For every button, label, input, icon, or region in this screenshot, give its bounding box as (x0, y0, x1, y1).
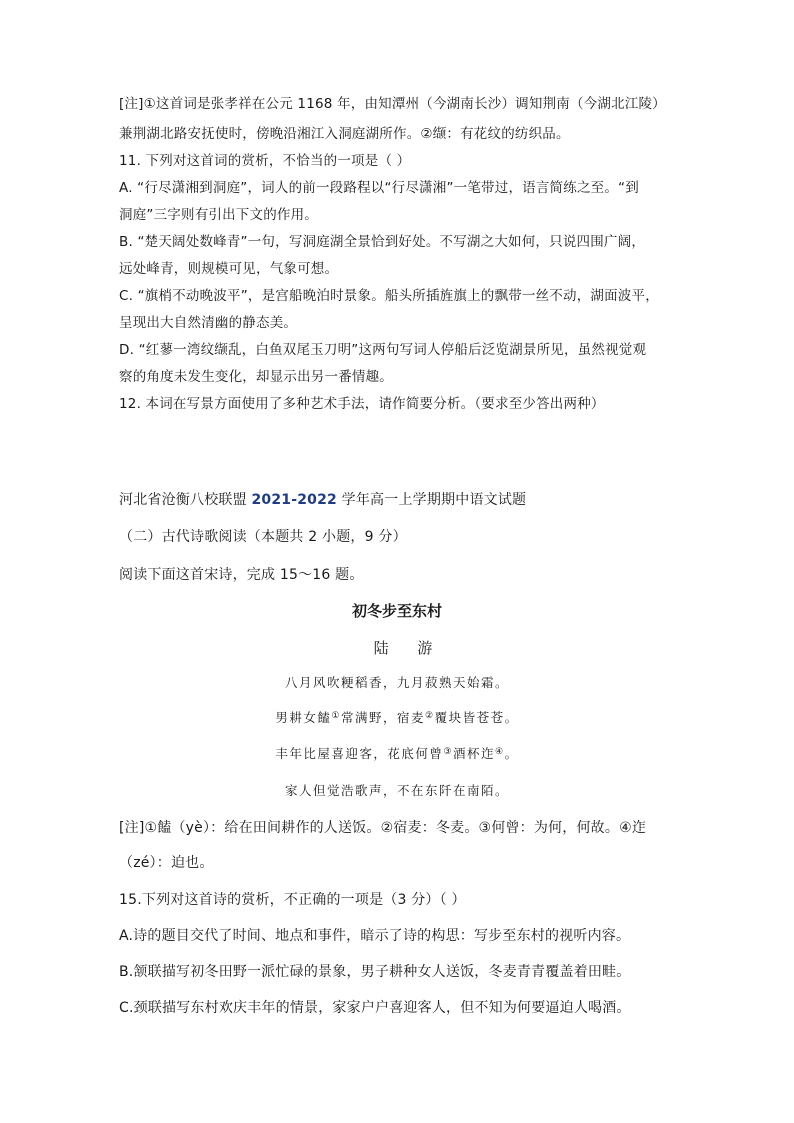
poem-line-3-part-c: 。 (504, 746, 519, 761)
q15-option-c: C.颈联描写东村欢庆丰年的情景，家家户户喜迎客人，但不知为何要逼迫人喝酒。 (119, 1000, 631, 1016)
poem-title: 初冬步至东村 (351, 602, 442, 620)
q15-option-b: B.颔联描写初冬田野一派忙碌的景象，男子耕种女人送饭，冬麦青青覆盖着田畦。 (119, 964, 631, 980)
question-12: 12. 本词在写景方面使用了多种艺术手法，请作简要分析。（要求至少答出两种） (119, 396, 605, 412)
poem-line-3-part-a: 丰年比屋喜迎客，花底何曾 (275, 746, 444, 761)
poem-line-3 (0, 744, 794, 762)
source-suffix: 学年高一上学期期中语文试题 (337, 492, 527, 508)
source-prefix: 河北省沧衡八校联盟 (119, 492, 252, 508)
q15-option-a: A.诗的题目交代了时间、地点和事件，暗示了诗的构思：写步至东村的视听内容。 (119, 928, 631, 944)
poem-line-3-part-b: 酒杯迮 (452, 746, 495, 761)
q11-option-c-line2: 呈现出大自然清幽的静态美。 (119, 315, 298, 331)
source-line (119, 490, 679, 510)
instruction: 阅读下面这首宋诗，完成 15～16 题。 (119, 567, 364, 583)
q11-option-b-line2: 远处峰青，则规模可见，气象可想。 (119, 261, 339, 277)
source-year: 2021-2022 (251, 492, 337, 508)
q11-option-a-line2: 洞庭”三字则有引出下文的作用。 (119, 207, 318, 223)
poem-line-1: 八月风吹粳稻香，九月菽熟天始霜。 (284, 675, 509, 690)
note-line-1: [注]①这首词是张孝祥在公元 1168 年，由知潭州（今湖南长沙）调知荆南（今湖北江陵） (119, 96, 666, 112)
poem-note-line-1: [注]①饁（yè）：给在田间耕作的人送饭。②宿麦：冬麦。③何曾：为何，何故。④迮 (119, 820, 647, 836)
q11-option-b-line1: B. “楚天阔处数峰青”一句，写洞庭湖全景恰到好处。不写湖之大如何，只说四围广阔， (119, 234, 646, 250)
footnote-marker-2: ② (425, 711, 435, 721)
poem-line-2-part-c: 覆块皆苍苍。 (434, 710, 519, 725)
section-heading: （二）古代诗歌阅读（本题共 2 小题，9 分） (119, 529, 407, 545)
poem-author: 陆 游 (373, 639, 445, 657)
q11-option-d-line1: D. “红蓼一湾纹缬乱，白鱼双尾玉刀明”这两句写词人停船后泛览湖景所见，虽然视觉观 (119, 342, 647, 358)
note-line-2: 兼荆湖北路安抚使时，傍晚沿湘江入洞庭湖所作。②缬：有花纹的纺织品。 (119, 126, 570, 142)
footnote-marker-3: ③ (443, 747, 453, 757)
poem-line-2-part-a: 男耕女饁 (275, 710, 332, 725)
poem-line-2 (0, 708, 794, 726)
q11-option-d-line2: 察的角度未发生变化，却显示出另一番情趣。 (119, 369, 393, 385)
poem-note-line-2: （zé）：迫也。 (119, 855, 214, 871)
question-15: 15.下列对这首诗的赏析，不正确的一项是（3 分）（ ） (119, 892, 466, 908)
footnote-marker-4: ④ (495, 747, 505, 757)
question-11: 11. 下列对这首词的赏析，不恰当的一项是（ ） (119, 153, 411, 169)
footnote-marker-1: ① (331, 711, 341, 721)
poem-line-2-part-b: 常满野，宿麦 (340, 710, 425, 725)
q11-option-a-line1: A. “行尽潇湘到洞庭”，词人的前一段路程以“行尽潇湘”一笔带过，语言简练之至。“到 (119, 180, 639, 196)
q11-option-c-line1: C. “旗梢不动晚波平”，是宫船晚泊时景象。船头所插旌旗上的飘带一丝不动，湖面波平， (119, 288, 659, 304)
poem-line-4: 家人但觉浩歌声，不在东阡在南陌。 (284, 783, 509, 798)
